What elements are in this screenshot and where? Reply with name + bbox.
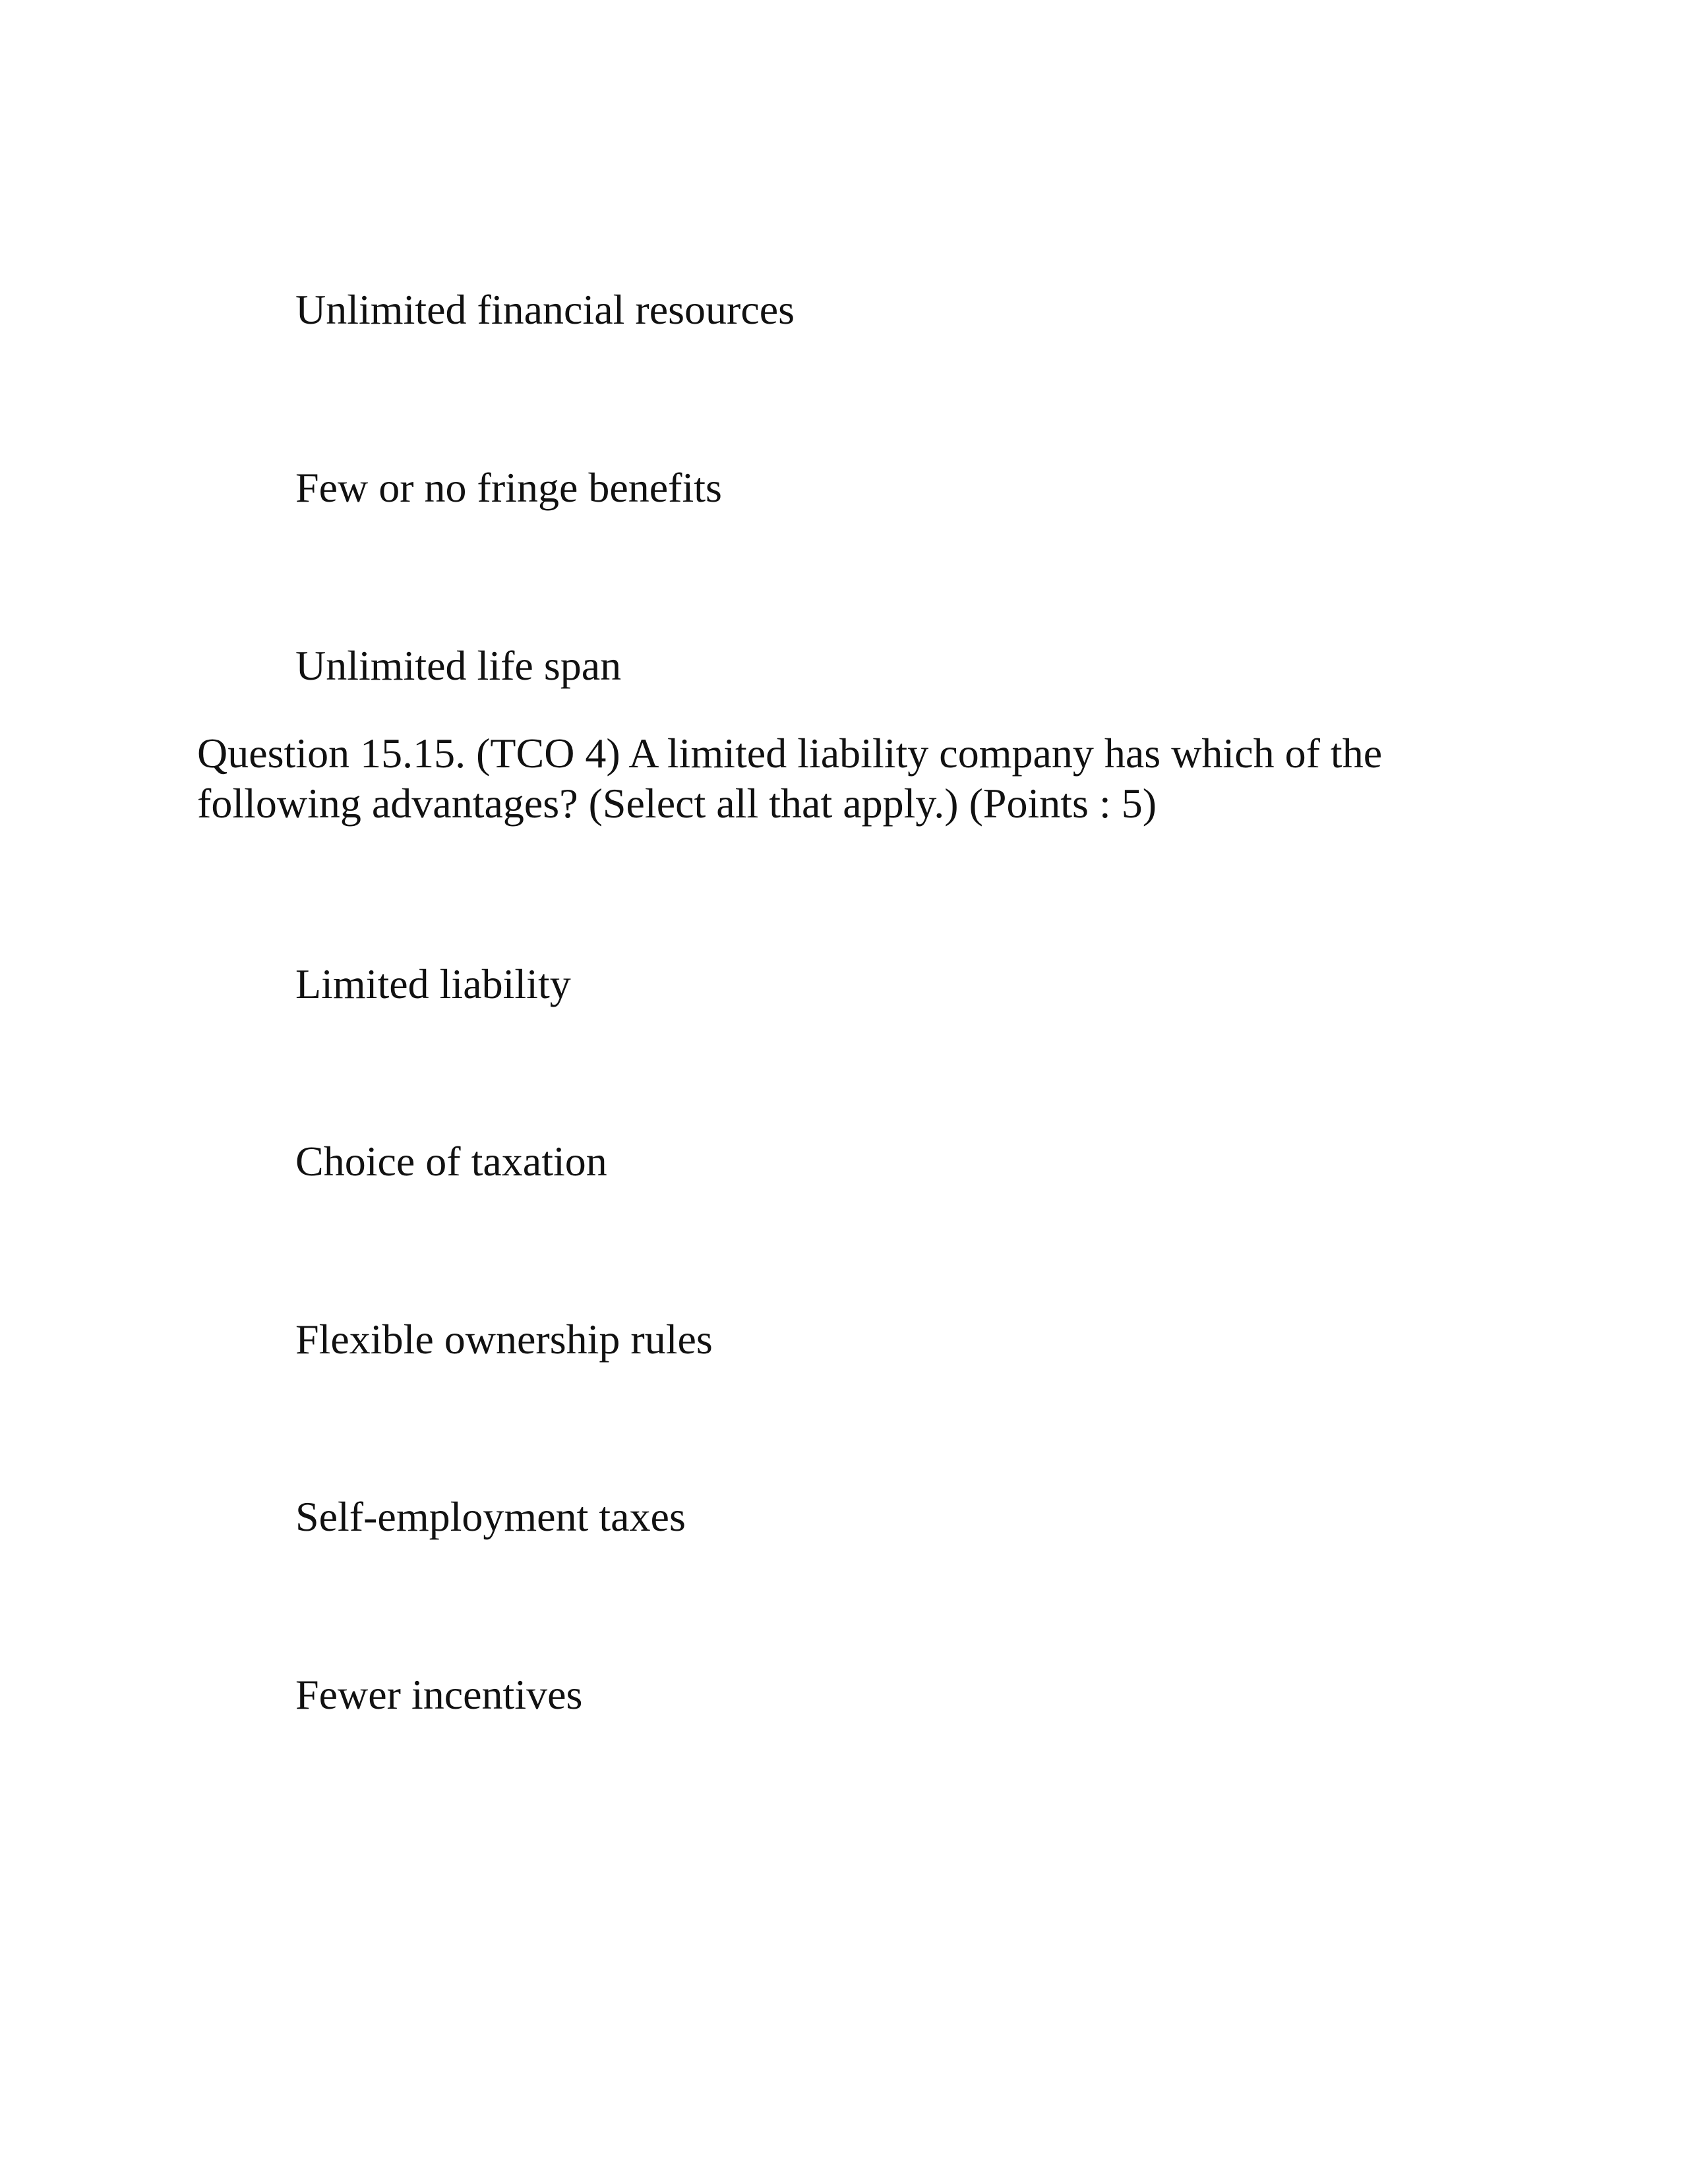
answer-option[interactable]: Unlimited financial resources <box>295 286 795 333</box>
answer-option-choice-of-taxation[interactable]: Choice of taxation <box>295 1138 607 1185</box>
answer-option-self-employment-taxes[interactable]: Self-employment taxes <box>295 1493 686 1540</box>
question-text <box>197 728 1516 829</box>
answer-option-fewer-incentives[interactable]: Fewer incentives <box>295 1671 583 1718</box>
answer-option-flexible-ownership[interactable]: Flexible ownership rules <box>295 1316 713 1363</box>
answer-option[interactable]: Few or no fringe benefits <box>295 464 722 511</box>
answer-option[interactable]: Unlimited life span <box>295 642 622 689</box>
question-line-2: following advantages? (Select all that apply.) (Points : 5) <box>197 780 1157 827</box>
answer-option-limited-liability[interactable]: Limited liability <box>295 960 571 1007</box>
question-line-1: Question 15.15. (TCO 4) A limited liability company has which of the <box>197 730 1383 777</box>
